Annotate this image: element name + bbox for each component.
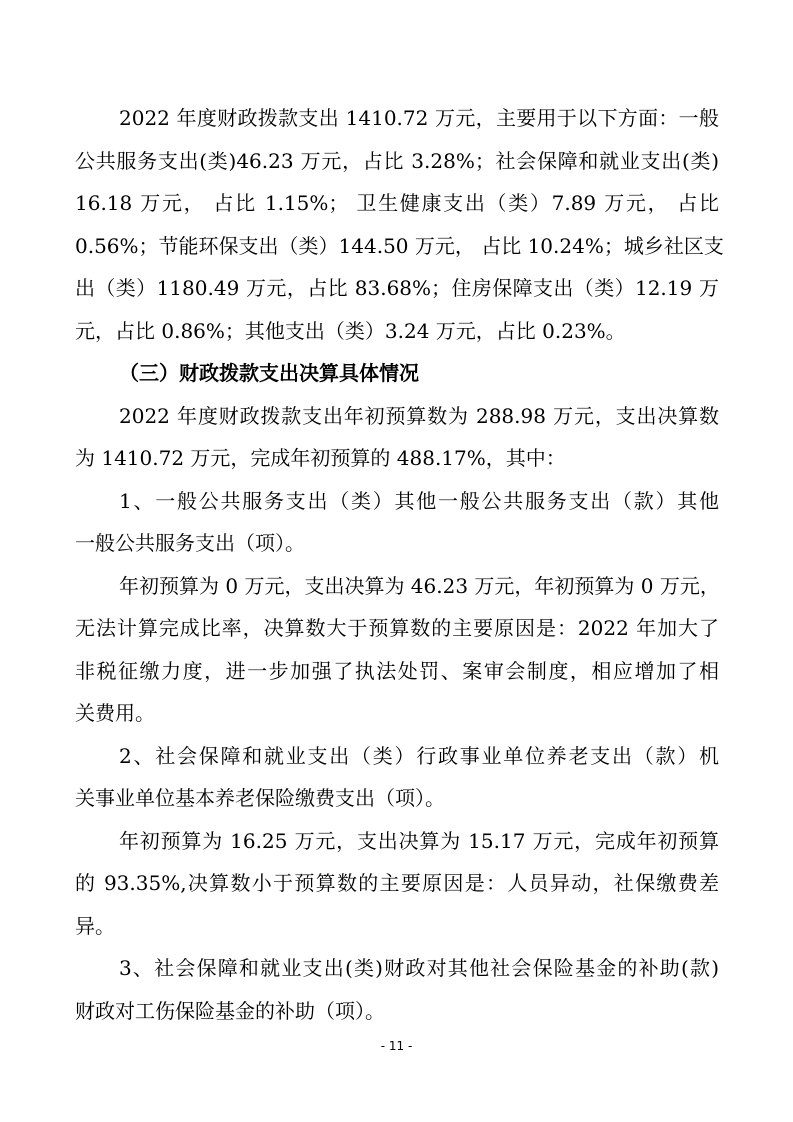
paragraph-line: 1、一般公共服务支出（类）其他一般公共服务支出（款）其他 [119, 489, 719, 513]
paragraph-line: 关事业单位基本养老保险缴费支出（项）。 [75, 786, 445, 810]
paragraph-line: 2022 年度财政拨款支出年初预算数为 288.98 万元，支出决算数 [119, 404, 719, 428]
paragraph-line: 年初预算为 0 万元，支出决算为 46.23 万元，年初预算为 0 万元， [119, 574, 720, 598]
paragraph-line: 出（类）1180.49 万元，占比 83.68%；住房保障支出（类）12.19 万 [75, 276, 719, 300]
paragraph-line: 的 93.35%,决算数小于预算数的主要原因是：人员异动，社保缴费差 [75, 871, 719, 895]
paragraph-line: 2022 年度财政拨款支出 1410.72 万元，主要用于以下方面：一般 [119, 106, 719, 130]
paragraph-line: 3、社会保障和就业支出(类)财政对其他社会保险基金的补助(款) [119, 956, 719, 980]
paragraph-line: 异。 [75, 914, 115, 938]
paragraph-line: 公共服务支出(类)46.23 万元，占比 3.28%；社会保障和就业支出(类) [75, 149, 719, 173]
paragraph-line: 一般公共服务支出（项）。 [75, 531, 305, 555]
paragraph-line: 非税征缴力度，进一步加强了执法处罚、案审会制度，相应增加了相 [75, 659, 719, 683]
paragraph-line: 0.56%；节能环保支出（类）144.50 万元， 占比 10.24%；城乡社区支 [75, 234, 724, 258]
paragraph-line: 年初预算为 16.25 万元，支出决算为 15.17 万元，完成年初预算 [119, 829, 719, 853]
paragraph-line: 2、社会保障和就业支出（类）行政事业单位养老支出（款）机 [119, 744, 719, 768]
paragraph-line: 为 1410.72 万元，完成年初预算的 488.17%，其中： [75, 446, 566, 470]
page-number: - 11 - [380, 1039, 413, 1053]
section-heading: （三）财政拨款支出决算具体情况 [119, 361, 419, 385]
paragraph-line: 16.18 万元， 占比 1.15%； 卫生健康支出（类）7.89 万元， 占比 [75, 191, 719, 215]
paragraph-line: 财政对工伤保险基金的补助（项）。 [75, 999, 385, 1023]
paragraph-line: 元，占比 0.86%；其他支出（类）3.24 万元，占比 0.23%。 [75, 319, 626, 343]
paragraph-line: 无法计算完成比率，决算数大于预算数的主要原因是：2022 年加大了 [75, 616, 719, 640]
paragraph-line: 关费用。 [75, 701, 155, 725]
